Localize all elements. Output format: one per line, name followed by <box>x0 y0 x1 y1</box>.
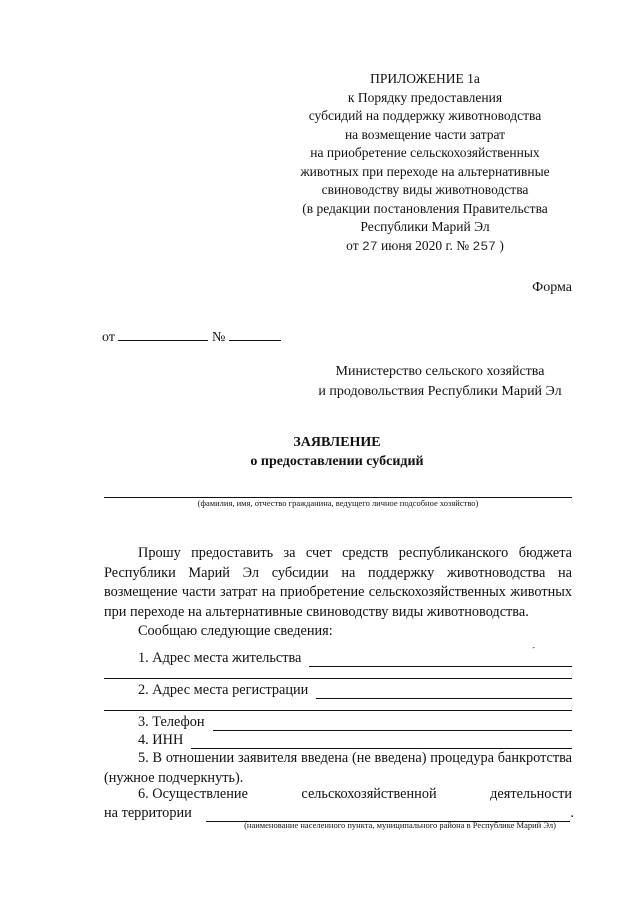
inn-field[interactable] <box>191 734 572 749</box>
resolution-date-line: от 27 июня 2020 г. № 257 ) <box>346 237 504 254</box>
residence-address-field[interactable] <box>309 652 572 667</box>
residence-address-label: 1. Адрес места жительства <box>138 650 302 666</box>
appendix-header <box>270 70 580 256</box>
handwritten-day: 27 <box>362 238 378 254</box>
territory-caption: (наименование населенного пункта, муниципального района в Республике Марий Эл) <box>244 820 556 830</box>
territory-label: на территории <box>104 805 192 821</box>
handwritten-number: 257 <box>472 238 496 254</box>
pen-mark: ˊ <box>527 643 537 659</box>
activity-word: сельскохозяйственной <box>301 786 437 802</box>
residence-address-row <box>104 650 572 667</box>
registration-address-field[interactable] <box>316 684 572 699</box>
territory-end: . <box>570 805 574 821</box>
bankruptcy-row <box>104 749 572 788</box>
header-line: субсидий на поддержку животноводства <box>308 108 542 123</box>
registration-address-field-2[interactable] <box>104 710 572 711</box>
header-line: свиноводству виды животноводства <box>321 182 529 197</box>
appendix-title: ПРИЛОЖЕНИЕ 1а <box>370 71 480 86</box>
registration-address-row <box>104 682 572 699</box>
request-paragraph: Прошу предоставить за счет средств республиканского бюджета Республики Марий Эл субсидии на поддержку животноводства на возмещение части затрат на приобретение сельскохозяйственных животных при переходе на альтернативные свиноводству виды животноводства. <box>104 545 572 620</box>
phone-row <box>104 714 572 731</box>
phone-field[interactable] <box>213 716 572 731</box>
title-main: ЗАЯВЛЕНИЕ <box>293 435 381 450</box>
phone-label: 3. Телефон <box>138 714 205 730</box>
info-intro: Сообщаю следующие сведения: <box>138 623 333 639</box>
document-title <box>100 433 574 471</box>
registration-address-label: 2. Адрес места регистрации <box>138 682 309 698</box>
inn-label: 4. ИНН <box>138 732 184 748</box>
header-line: (в редакции постановления Правительства <box>302 200 548 216</box>
number-sign: № <box>211 330 226 345</box>
activity-word: 6. Осуществление <box>138 786 248 802</box>
residence-address-field-2[interactable] <box>104 678 572 679</box>
header-line: животных при переходе на альтернативные <box>300 163 550 179</box>
from-label: от <box>102 330 115 345</box>
title-sub: о предоставлении субсидий <box>250 454 424 469</box>
recipient-block <box>290 362 590 402</box>
header-line: Республики Марий Эл <box>360 219 490 234</box>
header-line: к Порядку предоставления <box>347 89 503 105</box>
number-blank[interactable] <box>229 340 281 341</box>
reference-row <box>102 330 281 346</box>
header-line: на приобретение сельскохозяйственных <box>310 145 540 160</box>
form-label: Форма <box>532 280 572 295</box>
header-line: на возмещение части затрат <box>344 126 506 142</box>
recipient-line: и продовольствия Республики Марий Эл <box>318 384 562 399</box>
activity-word: деятельности <box>490 786 572 802</box>
activity-row <box>104 786 572 803</box>
bankruptcy-text: 5. В отношении заявителя введена (не введена) процедура банкротства (нужное подчеркнуть). <box>104 750 572 786</box>
recipient-line: Министерство сельского хозяйства <box>335 364 545 379</box>
date-blank[interactable] <box>118 340 208 341</box>
inn-row <box>104 732 572 749</box>
request-body <box>104 544 572 642</box>
applicant-name-caption: (фамилия, имя, отчество гражданина, ведущего личное подсобное хозяйство) <box>197 498 479 508</box>
